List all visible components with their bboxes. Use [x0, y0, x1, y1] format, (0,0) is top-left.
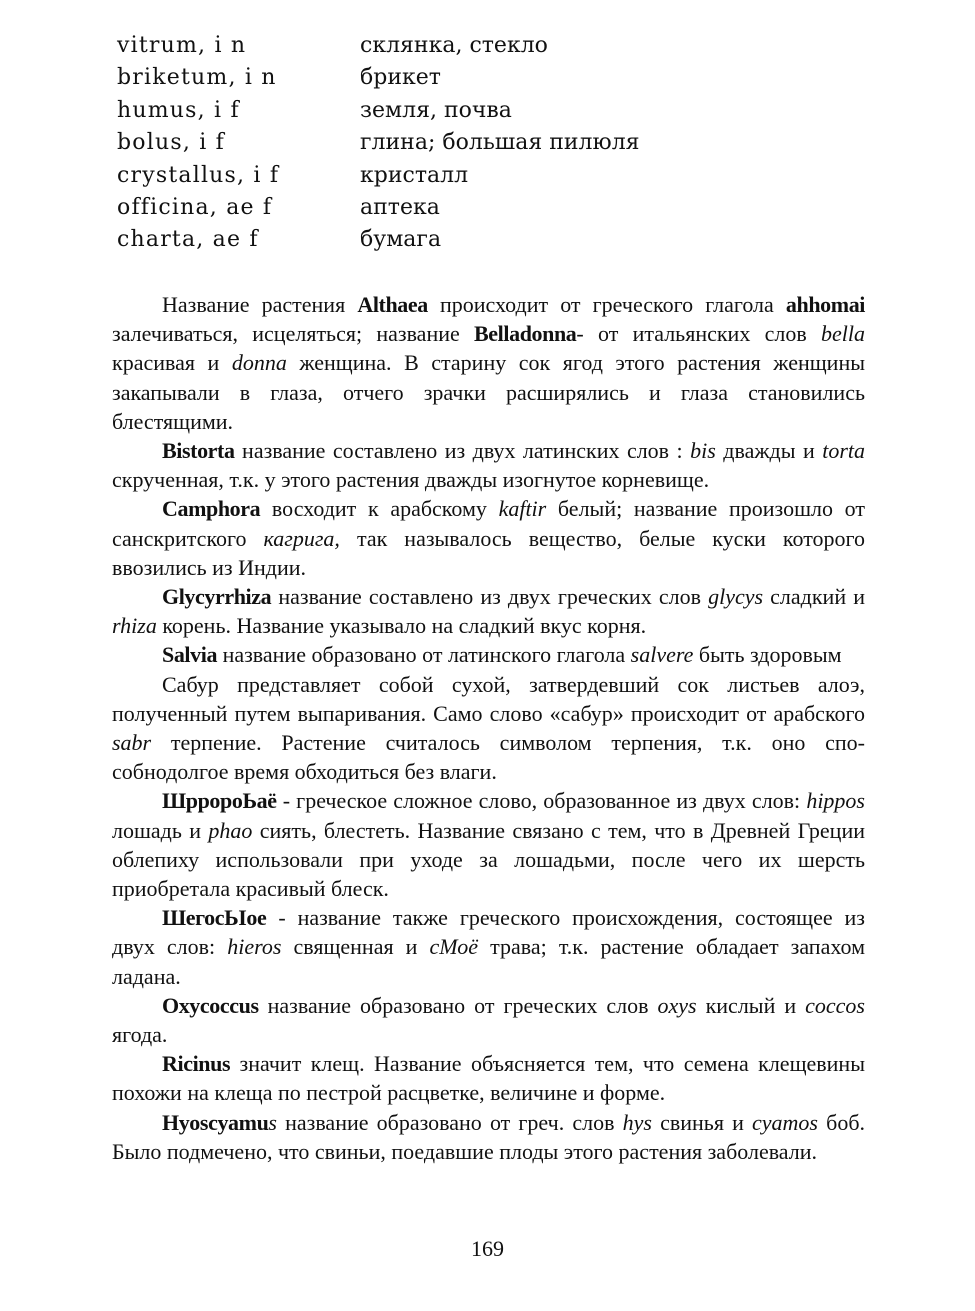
term-italic: glycys — [708, 584, 764, 610]
vocab-latin: officina, ae f — [117, 194, 273, 220]
text-run: священная и — [281, 934, 430, 960]
text-run: - греческое сложное слово, образованное из двух слов: — [276, 788, 807, 814]
term-italic: cyamos — [752, 1109, 818, 1135]
text-run: сладкий и — [763, 584, 865, 610]
vocab-row — [117, 30, 837, 62]
paragraph — [112, 1108, 865, 1166]
text-run: белый; название произошло от санскритского — [112, 496, 865, 551]
text-run: красивая и — [112, 350, 232, 376]
term-italic: rhiza — [112, 613, 157, 639]
text-run: дважды и — [715, 438, 823, 464]
text-run: восходит к арабскому — [260, 496, 499, 522]
text-run: кислый и — [696, 992, 806, 1018]
vocabulary-list — [117, 30, 837, 257]
vocab-russian: глина; большая пилюля — [360, 130, 640, 156]
text-run: значит клещ. Название объясняется тем, что семена клещевины похожи на клеща по пестрой расцветке, величине и форме. — [112, 1051, 865, 1106]
text-run: ягода. — [112, 1022, 168, 1048]
term-bold: Salvia — [162, 642, 218, 668]
text-run: - название также греческого происхождения, состоящее из двух слов: — [112, 905, 865, 960]
vocab-russian: бумага — [360, 227, 442, 253]
term-bold: Glycyrrhiza — [162, 584, 272, 610]
vocab-row — [117, 192, 837, 224]
term-italic: donna — [231, 350, 287, 376]
vocab-latin: vitrum, i n — [117, 33, 247, 58]
text-run: свинья и — [651, 1109, 752, 1135]
paragraph — [112, 670, 865, 787]
term-bold: Hyoscyamu — [162, 1109, 269, 1135]
text-run: Название растения — [162, 292, 358, 317]
text-run: лошадь и — [112, 817, 209, 843]
paragraph — [112, 786, 865, 903]
text-run: трава; т.к. растение обладает запахом ладана. — [112, 934, 865, 989]
term-italic: sabr — [112, 730, 152, 756]
text-run: залечиваться, исцеляться; название — [112, 321, 475, 347]
term-bold: Bistorta — [162, 438, 235, 464]
paragraph — [112, 903, 865, 991]
text-run: так называлось вещество, белые куски которого ввозились из Индии. — [112, 525, 865, 580]
vocab-latin: crystallus, i f — [117, 162, 280, 188]
term-italic: hys — [622, 1109, 652, 1135]
paragraph — [112, 494, 865, 582]
vocab-russian: брикет — [360, 65, 441, 91]
text-run: Сабур представляет собой сухой, затвердевший сок листьев алоэ, полученный путем выпаривания. Само слово «сабур» происходит от арабского — [112, 671, 865, 726]
term-italic: oxys — [657, 992, 697, 1018]
term-italic: phao — [208, 817, 253, 843]
paragraph — [112, 640, 865, 669]
vocab-row — [117, 160, 837, 192]
vocab-latin: briketum, i n — [117, 65, 277, 91]
vocab-latin: bolus, i f — [117, 130, 225, 156]
text-run: корень. Название указывало на сладкий вкус корня. — [156, 613, 647, 639]
text-run: название составлено из двух греческих слов — [271, 584, 709, 610]
paragraph — [112, 290, 865, 436]
term-italic: coccos — [805, 992, 865, 1018]
paragraph — [112, 436, 865, 494]
text-run: сиять, блестеть. Название связано с тем, что в Древней Греции облепиху использовали при уходе за лошадьми, после чего их шерсть приобретала красивый блеск. — [112, 817, 865, 902]
paragraph — [112, 582, 865, 640]
vocab-row — [117, 224, 837, 256]
term-bold: ahhomai — [785, 292, 865, 317]
term-italic: kaftir — [498, 496, 547, 522]
text-run: боб. Было подмечено, что свиньи, поедавшие плоды этого растения заболевали. — [112, 1109, 866, 1164]
term-italic: hieros — [227, 934, 282, 960]
term-bold: ШрророЬаё — [162, 788, 277, 814]
page-number: 169 — [471, 1236, 504, 1261]
term-italic: torta — [822, 438, 865, 464]
text-run: название образовано от латинского глагола — [217, 642, 631, 668]
paragraph — [112, 1049, 865, 1107]
term-bold: Althaea — [357, 292, 428, 317]
vocab-row — [117, 95, 837, 127]
term-italic: bis — [690, 438, 716, 464]
vocab-latin: charta, ae f — [117, 227, 259, 253]
text-run: название образовано от греч. слов — [276, 1109, 623, 1135]
vocab-russian: аптека — [360, 194, 440, 220]
term-italic: salvere — [630, 642, 694, 668]
paragraph — [112, 991, 865, 1049]
text-run: быть здоровым — [693, 642, 842, 668]
term-italic: кагрига, — [263, 525, 340, 551]
term-bold: Oxycoccus — [162, 992, 259, 1018]
vocab-row — [117, 127, 837, 159]
term-italic: hippos — [806, 788, 865, 814]
text-run: скрученная, т.к. у этого растения дважды изогнутое корневище. — [112, 467, 710, 493]
term-bold: Camphora — [162, 496, 261, 522]
vocab-russian: склянка, стекло — [360, 33, 548, 58]
term-bold: Ricinus — [162, 1051, 231, 1077]
term-italic: сМоё — [429, 934, 479, 960]
text-run: женщина. В старину сок ягод этого растения женщины закапывали в глаза, отчего зрачки расширялись и глаза становились блестящими. — [112, 350, 865, 434]
vocab-russian: кристалл — [360, 162, 469, 188]
text-run: происходит от греческого глагола — [427, 292, 786, 317]
term-italic: s — [268, 1109, 277, 1135]
vocab-row — [117, 62, 837, 94]
text-run: название образовано от греческих слов — [258, 992, 658, 1018]
term-italic: bella — [821, 321, 865, 347]
term-bold: ШегосЬІое — [162, 905, 267, 931]
text-run: терпение. Растение считалось символом терпения, т.к. оно спо- собнодолгое время обходиться без влаги. — [112, 730, 865, 785]
body-text — [112, 290, 865, 1166]
vocab-russian: земля, почва — [360, 97, 512, 123]
term-bold: Belladonna — [474, 321, 577, 347]
vocab-latin: humus, i f — [117, 97, 240, 123]
text-run: название составлено из двух латинских слов : — [234, 438, 691, 464]
text-run: - от итальянских слов — [576, 321, 821, 347]
